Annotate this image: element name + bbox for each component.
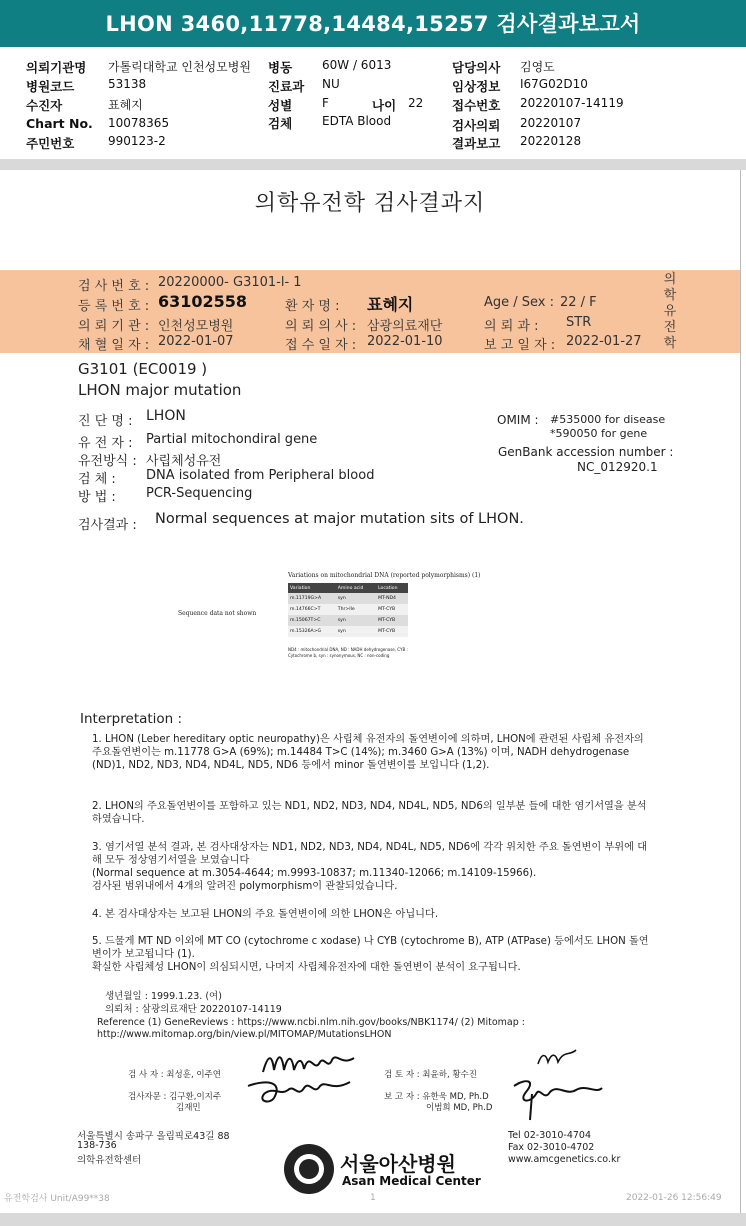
- header-label: 진료과: [268, 79, 305, 94]
- exam-number: 20220000- G3101-l- 1: [158, 275, 302, 290]
- interpretation-item: (Normal sequence at m.3054-4644; m.9993-10837; m.11340-12066; m.14109-15966).: [92, 868, 537, 879]
- report-header: [0, 50, 746, 154]
- print-timestamp: 2022-01-26 12:56:49: [626, 1193, 722, 1203]
- band-label: 등 록 번 호 :: [78, 299, 150, 314]
- header-label: 나이: [372, 98, 397, 113]
- table-cell: MT-CYB: [378, 618, 396, 623]
- table-footnote: ND4 : mitochondrial DNA, ND : NADH dehydrogenase, CYB :: [288, 647, 408, 652]
- table-cell: m.15326A>G: [290, 629, 322, 634]
- header-value: 가톨릭대학교 인천성모병원: [108, 60, 251, 74]
- advisor-names: 검사자문 : 김구환,이지주: [128, 1092, 222, 1102]
- header-value: F: [322, 96, 329, 110]
- tester-name: 검 사 자 : 최성훈, 이주연: [128, 1070, 221, 1080]
- header-value: 53138: [108, 77, 147, 91]
- header-label: 검사의뢰: [452, 118, 501, 133]
- center-name: 의학유전학센터: [77, 1155, 142, 1166]
- reporter-signature: [506, 1074, 606, 1124]
- band-label: 채 혈 일 자 :: [78, 338, 150, 353]
- omim-disease: #535000 for disease: [550, 413, 666, 426]
- interpretation-item: 4. 본 검사대상자는 보고된 LHON의 주요 돌연변이에 의한 LHON은 아닙니다.: [92, 909, 439, 920]
- header-value: 22: [408, 96, 424, 110]
- header-value: I67G02D10: [520, 77, 588, 91]
- table-cell: MT-CYB: [378, 629, 396, 634]
- vertical-label: 의 학 유 전 학: [663, 272, 677, 351]
- header-label: 성별: [268, 98, 293, 113]
- advisor-signature: [244, 1072, 354, 1106]
- header-value: 990123-2: [108, 134, 166, 148]
- logo-english: Asan Medical Center: [342, 1174, 481, 1188]
- table-cell: MT-ND4: [378, 596, 396, 601]
- header-label: 임상정보: [452, 79, 501, 94]
- fax: Fax 02-3010-4702: [508, 1142, 595, 1153]
- interpretation-item: 1. LHON (Leber hereditary optic neuropathy)은 사립체 유전자의 돌연변이에 의하며, LHON에 관련된 사립체 유전자의 주요돌연변이는 m.11778 G>A (69%); m.14484 T>C (14%); m.3460 G>A (13%) 이며, NADH dehydrogenase (ND)1, ND2, ND3, ND4, ND4L, ND5, ND6 등에서 minor 돌연변이를 보입니다 (1,2).: [92, 734, 644, 772]
- band-label: 검 사 번 호 :: [78, 279, 150, 294]
- band-label: 접 수 일 자 :: [285, 338, 357, 353]
- header-label: 검체: [268, 116, 293, 131]
- header-value: 60W / 6013: [322, 58, 392, 72]
- sequence-note: Sequence data not shown: [178, 610, 257, 617]
- table-cell: m.14766C>T: [290, 607, 321, 612]
- page-code: 유전학검사 Unit/A99**38: [4, 1194, 110, 1204]
- department: STR: [566, 315, 592, 330]
- diagnosis: LHON: [146, 408, 186, 424]
- omim-label: OMIM :: [497, 413, 539, 427]
- genbank-label: GenBank accession number :: [498, 445, 674, 459]
- header-value: 20220107-14119: [520, 96, 624, 110]
- postal-code: 138-736: [77, 1140, 117, 1151]
- test-result: Normal sequences at major mutation sits of LHON.: [155, 511, 524, 527]
- header-value: 10078365: [108, 116, 170, 130]
- band-label: 환 자 명 :: [285, 299, 340, 314]
- header-value: 20220107: [520, 116, 582, 130]
- reporter-name: 보 고 자 : 유한욱 MD, Ph.D: [384, 1092, 489, 1102]
- reviewer-signature: [534, 1046, 580, 1070]
- gene: Partial mitochondiral gene: [146, 432, 318, 447]
- table-header: Location: [378, 585, 398, 591]
- header-label: 담당의사: [452, 60, 501, 75]
- test-name: LHON major mutation: [78, 381, 242, 399]
- header-label: 병동: [268, 60, 293, 75]
- advisor-names: 김재민: [176, 1103, 201, 1113]
- variation-table: [288, 583, 408, 637]
- reference-link: http://www.mitomap.org/bin/view.pl/MITOMAP/MutationsLHON: [97, 1029, 392, 1040]
- reporter-name: 이범희 MD, Ph.D: [426, 1103, 493, 1113]
- field-label: 유전방식 :: [78, 454, 137, 469]
- patient-name: 표혜지: [367, 295, 414, 314]
- header-value: 20220128: [520, 134, 582, 148]
- table-header: Variation: [290, 585, 311, 591]
- figure-caption: Variations on mitochondrial DNA (reported polymorphisms) (1): [288, 572, 481, 579]
- table-cell: m.11719G>A: [290, 596, 322, 601]
- birth-date: 생년월일 : 1999.1.23. (여): [105, 991, 222, 1002]
- interpretation-item: 검사된 범위내에서 4개의 알려진 polymorphism이 관찰되었습니다.: [92, 881, 398, 892]
- header-value: NU: [322, 77, 340, 91]
- header-value: 김영도: [520, 60, 555, 74]
- page-number: 1: [370, 1193, 376, 1203]
- interpretation-item: 확실한 사립체성 LHON이 의심되시면, 나머지 사립체유전자에 대한 돌연변이 분석이 요구됩니다.: [92, 962, 521, 973]
- header-label: 병원코드: [26, 79, 75, 94]
- bottom-strip: [0, 1213, 746, 1226]
- specimen: DNA isolated from Peripheral blood: [146, 468, 375, 483]
- telephone: Tel 02-3010-4704: [508, 1130, 591, 1141]
- table-cell: syn: [337, 596, 346, 601]
- band-label: 의 뢰 기 관 :: [78, 319, 150, 334]
- table-cell: syn: [337, 629, 346, 634]
- table-cell: MT-CYB: [378, 607, 396, 612]
- header-value: 표혜지: [108, 98, 143, 112]
- test-code: G3101 (EC0019 ): [78, 360, 208, 378]
- address: 서울특별시 송파구 올림픽로43길 88: [77, 1131, 230, 1142]
- omim-gene: *590050 for gene: [550, 427, 648, 440]
- collection-date: 2022-01-07: [158, 334, 234, 349]
- interpretation-item: 3. 염기서열 분석 결과, 본 검사대상자는 ND1, ND2, ND3, ND4, ND4L, ND5, ND6에 각각 위치한 주요 돌연변이 부위에 대해 모두 정상염기서열을 보였습니다: [92, 842, 648, 867]
- interpretation-heading: Interpretation :: [80, 711, 183, 727]
- band-label: Age / Sex :: [484, 295, 555, 310]
- table-cell: syn: [337, 618, 346, 623]
- requesting-doctor: 삼광의료재단: [367, 319, 443, 334]
- header-label: 의뢰기관명: [26, 60, 87, 75]
- band-label: 의 뢰 과 :: [484, 319, 539, 334]
- institution: 인천성모병원: [158, 319, 234, 334]
- report-title: LHON 3460,11778,14484,15257 검사결과보고서: [0, 0, 746, 47]
- header-label: Chart No.: [26, 116, 93, 131]
- band-label: 보 고 일 자 :: [484, 338, 556, 353]
- requester-info: 의뢰처 : 삼광의료재단 20220107-14119: [105, 1004, 282, 1015]
- field-label: 유 전 자 :: [78, 436, 133, 451]
- interpretation-item: 5. 드물게 MT ND 이외에 MT CO (cytochrome c xodase) 나 CYB (cytochrome B), ATP (ATPase) 등에서도 LHON 돌연변이가 보고됩니다 (1).: [92, 936, 649, 961]
- header-label: 접수번호: [452, 98, 501, 113]
- genbank-number: NC_012920.1: [577, 460, 658, 474]
- field-label: 검사결과 :: [78, 518, 137, 533]
- band-label: 의 뢰 의 사 :: [285, 319, 357, 334]
- interpretation-item: 2. LHON의 주요돌연변이를 포함하고 있는 ND1, ND2, ND3, ND4, ND4L, ND5, ND6의 일부분 들에 대한 염기서열을 분석하였습니다.: [92, 801, 647, 826]
- age-sex: 22 / F: [560, 295, 597, 310]
- field-label: 방 법 :: [78, 490, 116, 505]
- logo-korean: 서울아산병원: [340, 1152, 456, 1176]
- reviewer-names: 검 토 자 : 최윤하, 황수진: [384, 1070, 477, 1080]
- asan-foundation-seal-icon: [282, 1142, 336, 1196]
- table-footnote: Cytochrome b, syn : synonymous, NC : non-coding: [288, 653, 390, 658]
- document-title: 의학유전학 검사결과지: [254, 191, 486, 216]
- method: PCR-Sequencing: [146, 486, 253, 501]
- header-value: EDTA Blood: [322, 114, 392, 128]
- website: www.amcgenetics.co.kr: [508, 1154, 621, 1165]
- reference: Reference (1) GeneReviews : https://www.ncbi.nlm.nih.gov/books/NBK1174/ (2) Mitomap :: [97, 1017, 525, 1028]
- field-label: 진 단 명 :: [78, 414, 133, 429]
- table-header: Amino acid: [337, 585, 364, 591]
- header-label: 결과보고: [452, 136, 501, 151]
- registration-number: 63102558: [158, 292, 248, 311]
- divider: [0, 159, 746, 170]
- header-label: 주민번호: [26, 136, 75, 151]
- table-cell: m.15067T>C: [290, 618, 321, 623]
- receive-date: 2022-01-10: [367, 334, 443, 349]
- field-label: 검 체 :: [78, 472, 116, 487]
- table-cell: Thr>Ile: [337, 607, 355, 612]
- report-date: 2022-01-27: [566, 334, 642, 349]
- inheritance: 사립체성유전: [146, 454, 222, 469]
- header-label: 수진자: [26, 98, 63, 113]
